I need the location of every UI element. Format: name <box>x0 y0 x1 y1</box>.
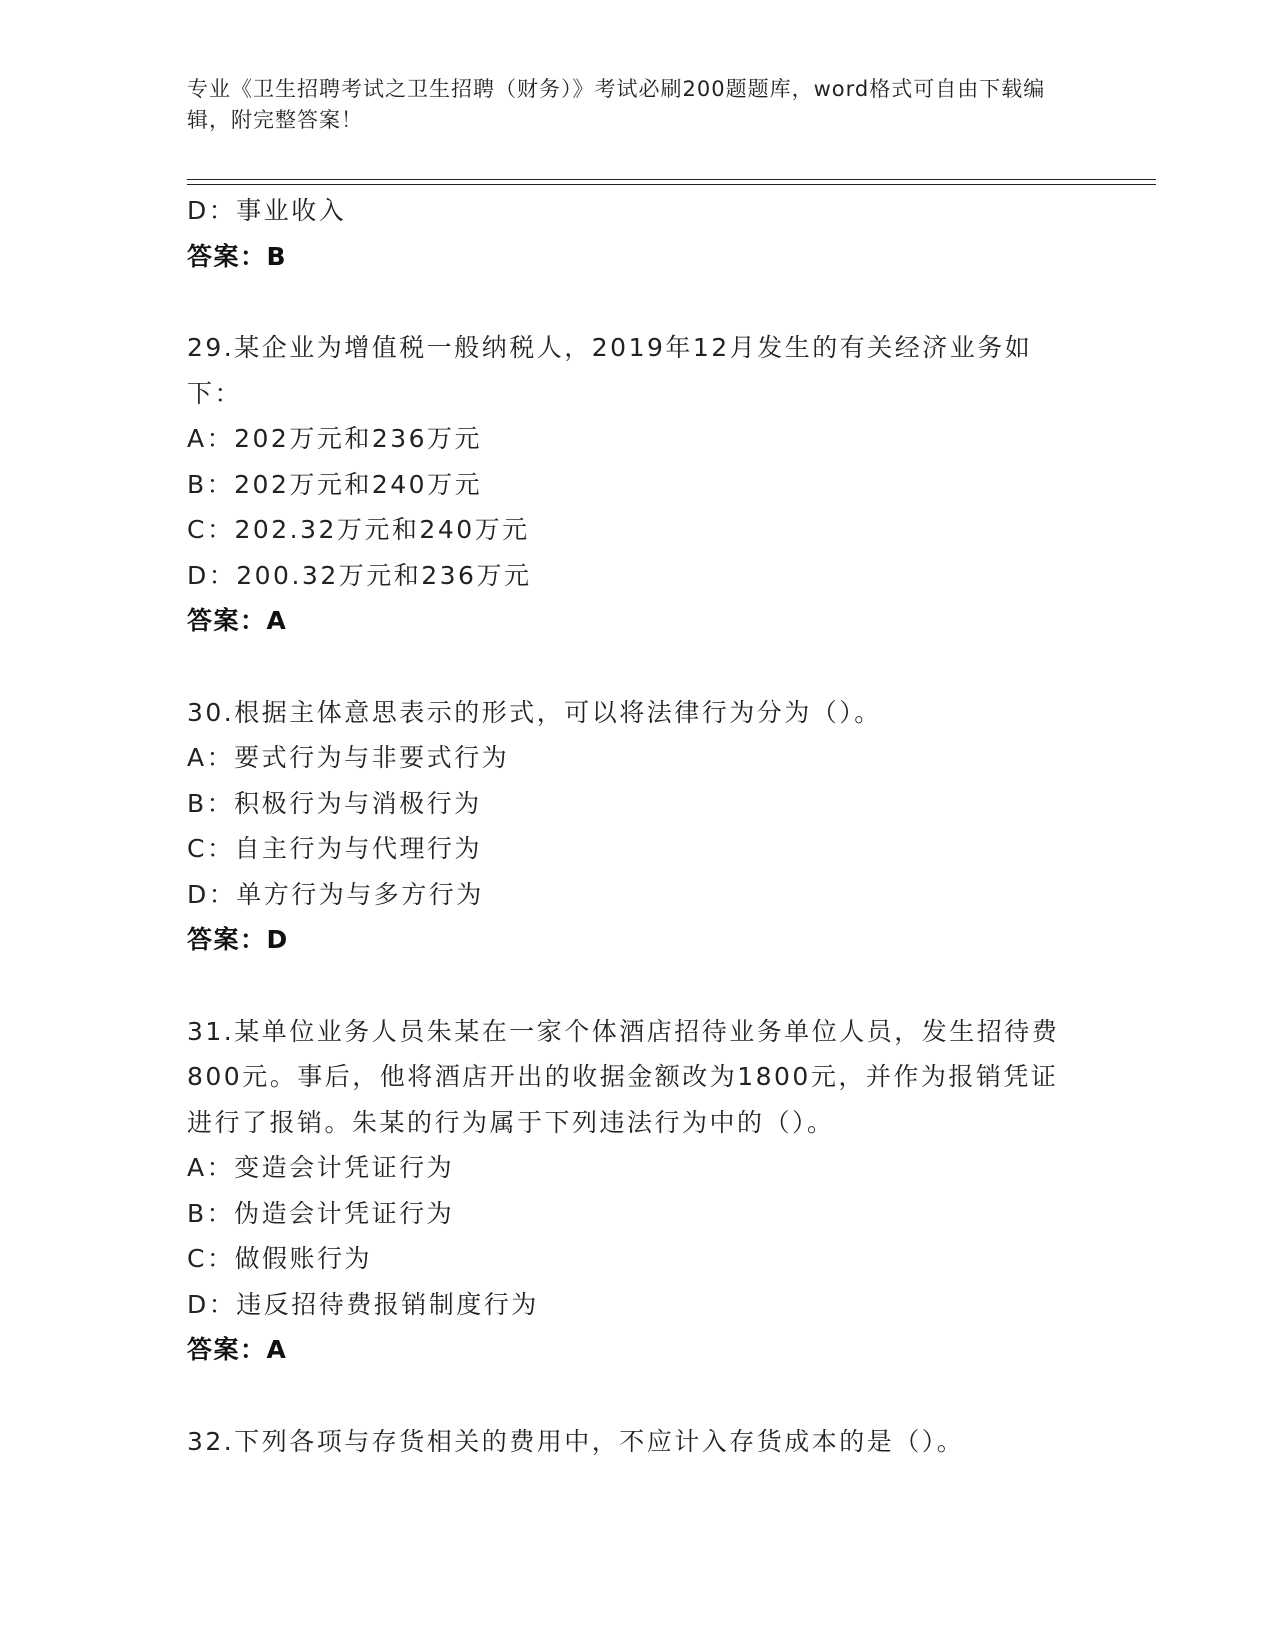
question-29-option-c: C：202.32万元和240万元 <box>187 515 530 544</box>
question-29-answer: 答案：A <box>187 606 288 635</box>
prev-option-d: D：事业收入 <box>187 196 347 225</box>
question-30-option-c: C：自主行为与代理行为 <box>187 834 482 863</box>
document-header: 专业《卫生招聘考试之卫生招聘（财务）》考试必刷200题题库，word格式可自由下载编辑，附完整答案！ <box>187 77 1046 132</box>
spacer <box>187 963 1087 1009</box>
question-31-option-d: D：违反招待费报销制度行为 <box>187 1289 539 1319</box>
question-29-option-a: A：202万元和236万元 <box>187 424 483 453</box>
question-30-option-d: D：单方行为与多方行为 <box>187 879 484 909</box>
question-29-option-d: D：200.32万元和236万元 <box>187 560 532 590</box>
spacer <box>187 1373 1087 1419</box>
spacer <box>187 279 1087 325</box>
question-32-stem: 32.下列各项与存货相关的费用中，不应计入存货成本的是（）。 <box>187 1426 965 1456</box>
question-30-option-b: B：积极行为与消极行为 <box>187 788 482 818</box>
question-31-option-b: B：伪造会计凭证行为 <box>187 1198 455 1228</box>
prev-answer: 答案：B <box>187 241 288 271</box>
question-31-option-c: C：做假账行为 <box>187 1244 372 1273</box>
header-divider-bottom <box>187 184 1156 185</box>
question-content <box>187 188 1087 1464</box>
spacer <box>187 644 1087 690</box>
question-31-stem: 31.某单位业务人员朱某在一家个体酒店招待业务单位人员，发生招待费800元。事后，他将酒店开出的收据金额改为1800元，并作为报销凭证进行了报销。朱某的行为属于下列违法行为中的（）。 <box>187 1016 1060 1137</box>
question-29-stem: 29.某企业为增值税一般纳税人，2019年12月发生的有关经济业务如下： <box>187 333 1033 408</box>
question-31-option-a: A：变造会计凭证行为 <box>187 1153 455 1182</box>
question-31-answer: 答案：A <box>187 1335 288 1364</box>
question-30-stem: 30.根据主体意思表示的形式，可以将法律行为分为（）。 <box>187 697 882 727</box>
header-divider-top <box>187 179 1156 180</box>
question-30-option-a: A：要式行为与非要式行为 <box>187 743 510 772</box>
question-30-answer: 答案：D <box>187 925 289 954</box>
question-29-option-b: B：202万元和240万元 <box>187 469 483 499</box>
